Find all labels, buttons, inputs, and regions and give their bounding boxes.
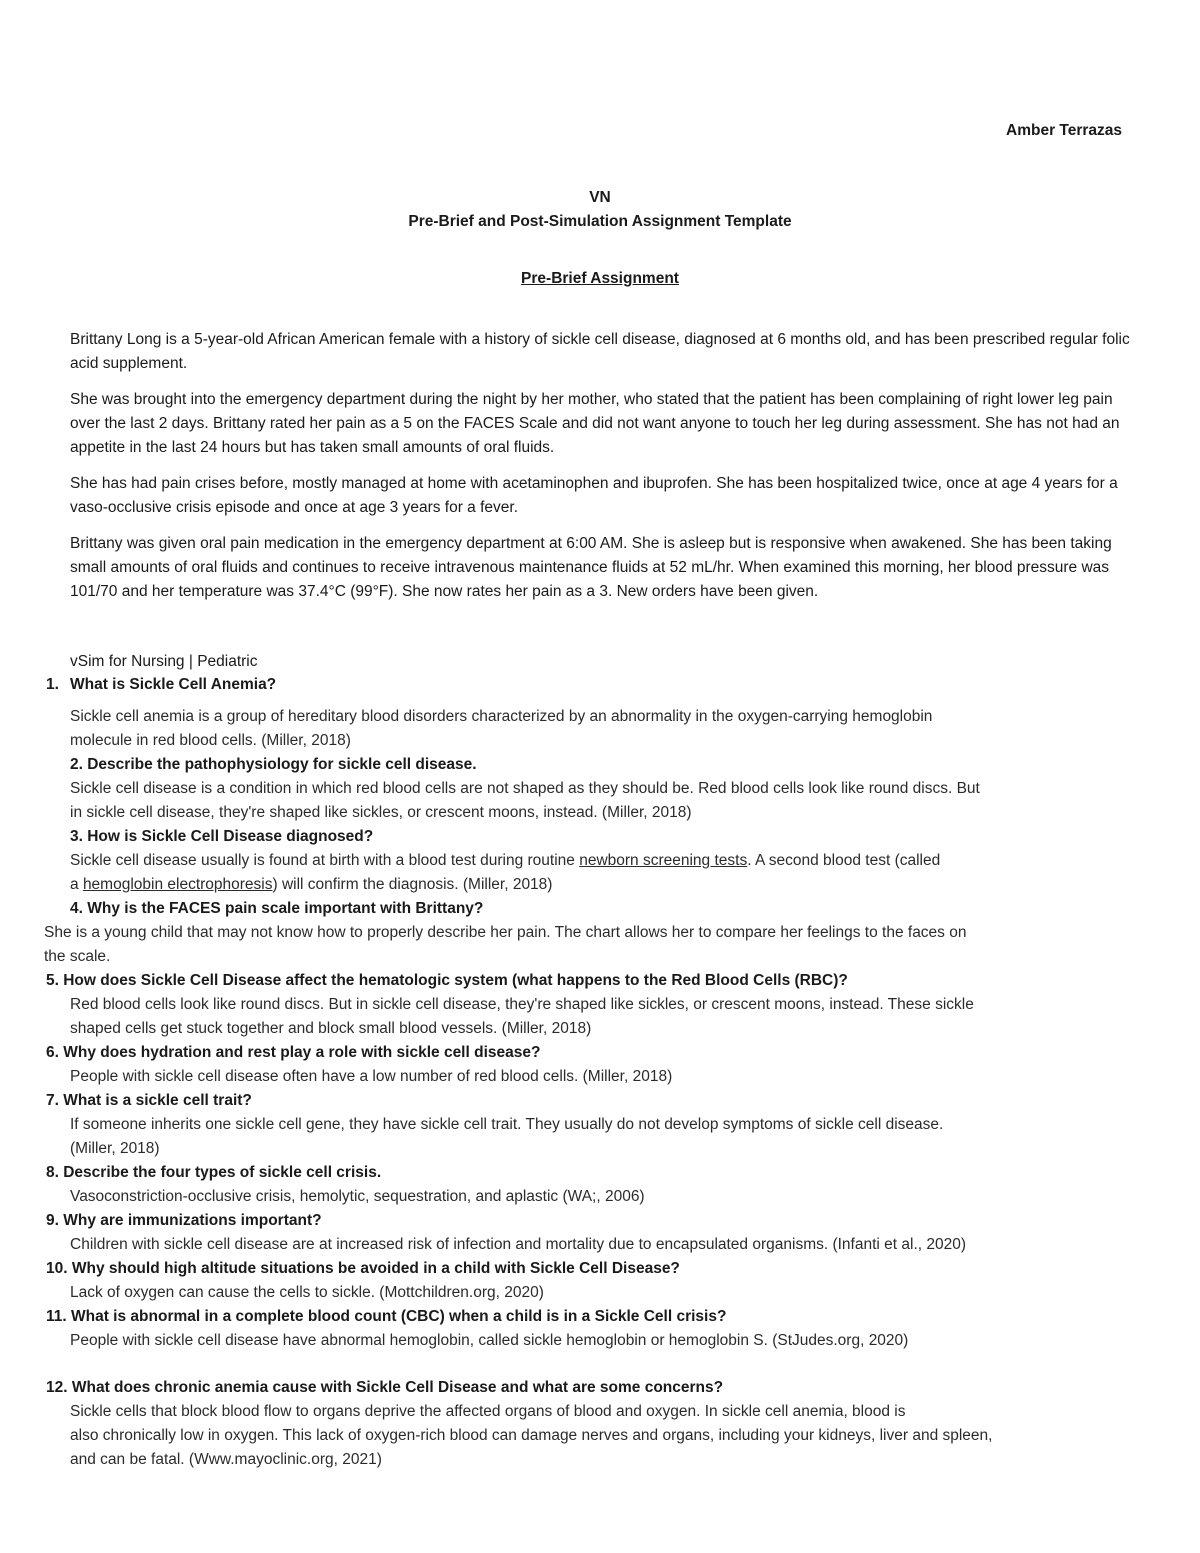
question-3: 3. How is Sickle Cell Disease diagnosed? (70, 828, 374, 845)
answer-3-text-b: . A second blood test (called (747, 852, 941, 869)
answer-1-line-1: Sickle cell anemia is a group of hereditary blood disorders characterized by an abnormality in the oxygen-carrying hemoglobin (70, 708, 933, 725)
answer-3-text-c: a (70, 876, 83, 893)
answer-4-line-2: the scale. (44, 948, 111, 965)
newborn-screening-link[interactable]: newborn screening tests (579, 852, 748, 869)
intro-text-3: She has had pain crises before, mostly managed at home with acetaminophen and ibuprofen. She has been hospitalized twice, once at age 4 years for a vaso-occlusive crisis episode and once at age 3 years for a fever. (70, 475, 1118, 516)
intro-text-1: Brittany Long is a 5-year-old African American female with a history of sickle cell disease, diagnosed at 6 months old, and has been prescribed regular folic acid supplement. (70, 331, 1130, 372)
answer-5-line-1: Red blood cells look like round discs. But in sickle cell disease, they're shaped like sickles, or crescent moons, instead. These sickle (70, 996, 974, 1013)
intro-paragraph-1 (70, 328, 1135, 376)
answer-7-line-2: (Miller, 2018) (70, 1140, 160, 1157)
answer-2-line-1: Sickle cell disease is a condition in which red blood cells are not shaped as they should be. Red blood cells look like round discs. But (70, 780, 980, 797)
question-12: 12. What does chronic anemia cause with Sickle Cell Disease and what are some concerns? (46, 1379, 724, 1396)
question-5: 5. How does Sickle Cell Disease affect the hematologic system (what happens to the Red Blood Cells (RBC)? (46, 972, 848, 989)
question-2: 2. Describe the pathophysiology for sickle cell disease. (70, 756, 477, 773)
answer-3-line-2 (70, 873, 552, 897)
question-10: 10. Why should high altitude situations be avoided in a child with Sickle Cell Disease? (46, 1260, 680, 1277)
answer-12-line-3: and can be fatal. (Www.mayoclinic.org, 2021) (70, 1451, 382, 1468)
intro-paragraph-2 (70, 388, 1135, 460)
intro-text-2: She was brought into the emergency department during the night by her mother, who stated that the patient has been complaining of right lower leg pain over the last 2 days. Brittany rated her pain as a 5 on the FACES Scale and did not want anyone to touch her leg during assessment. She has not had an appetite in the last 24 hours but has taken small amounts of oral fluids. (70, 391, 1120, 456)
header-line-1: VN (589, 189, 611, 206)
section-title: Pre-Brief Assignment (521, 270, 679, 287)
intro-text-4: Brittany was given oral pain medication in the emergency department at 6:00 AM. She is asleep but is responsive when awakened. She has been taking small amounts of oral fluids and continues to receive intravenous maintenance fluids at 52 mL/hr. When examined this morning, her blood pressure was 101/70 and her temperature was 37.4°C (99°F). She now rates her pain as a 3. New orders have been given. (70, 535, 1112, 600)
intro-paragraph-4 (70, 532, 1135, 604)
question-6: 6. Why does hydration and rest play a role with sickle cell disease? (46, 1044, 541, 1061)
question-1: What is Sickle Cell Anemia? (70, 676, 277, 693)
answer-7-line-1: If someone inherits one sickle cell gene, they have sickle cell trait. They usually do not develop symptoms of sickle cell disease. (70, 1116, 944, 1133)
answer-3-text-d: ) will confirm the diagnosis. (Miller, 2018) (272, 876, 553, 893)
answer-12-line-2: also chronically low in oxygen. This lack of oxygen-rich blood can damage nerves and organs, including your kidneys, liver and spleen, (70, 1427, 993, 1444)
answer-1-line-2: molecule in red blood cells. (Miller, 2018) (70, 732, 351, 749)
vsim-label: vSim for Nursing | Pediatric (70, 653, 258, 670)
answer-5-line-2: shaped cells get stuck together and block small blood vessels. (Miller, 2018) (70, 1020, 592, 1037)
intro-paragraph-3 (70, 472, 1135, 520)
hemoglobin-electrophoresis-link[interactable]: hemoglobin electrophoresis (82, 876, 273, 893)
answer-11-line-1: People with sickle cell disease have abnormal hemoglobin, called sickle hemoglobin or hemoglobin S. (StJudes.org, 2020) (70, 1332, 909, 1349)
document-title: Pre-Brief and Post-Simulation Assignment Template (408, 213, 792, 230)
answer-9-line-1: Children with sickle cell disease are at increased risk of infection and mortality due to encapsulated organisms. (Infanti et al., 2020) (70, 1236, 967, 1253)
answer-10-line-1: Lack of oxygen can cause the cells to sickle. (Mottchildren.org, 2020) (70, 1284, 544, 1301)
question-4: 4. Why is the FACES pain scale important with Brittany? (70, 900, 484, 917)
question-9: 9. Why are immunizations important? (46, 1212, 322, 1229)
answer-3-line-1 (70, 849, 940, 873)
answer-12-line-1: Sickle cells that block blood flow to organs deprive the affected organs of blood and oxygen. In sickle cell anemia, blood is (70, 1403, 906, 1420)
answer-6-line-1: People with sickle cell disease often have a low number of red blood cells. (Miller, 2018) (70, 1068, 673, 1085)
question-11: 11. What is abnormal in a complete blood count (CBC) when a child is in a Sickle Cell crisis? (46, 1308, 727, 1325)
answer-2-line-2: in sickle cell disease, they're shaped like sickles, or crescent moons, instead. (Miller, 2018) (70, 804, 692, 821)
author-name: Amber Terrazas (1006, 122, 1123, 139)
question-7: 7. What is a sickle cell trait? (46, 1092, 252, 1109)
answer-3-text-a: Sickle cell disease usually is found at birth with a blood test during routine (70, 852, 580, 869)
answer-8-line-1: Vasoconstriction-occlusive crisis, hemolytic, sequestration, and aplastic (WA;, 2006) (70, 1188, 645, 1205)
question-1-number: 1. (46, 676, 59, 693)
question-8: 8. Describe the four types of sickle cell crisis. (46, 1164, 382, 1181)
answer-4-line-1: She is a young child that may not know how to properly describe her pain. The chart allows her to compare her feelings to the faces on (44, 924, 967, 941)
